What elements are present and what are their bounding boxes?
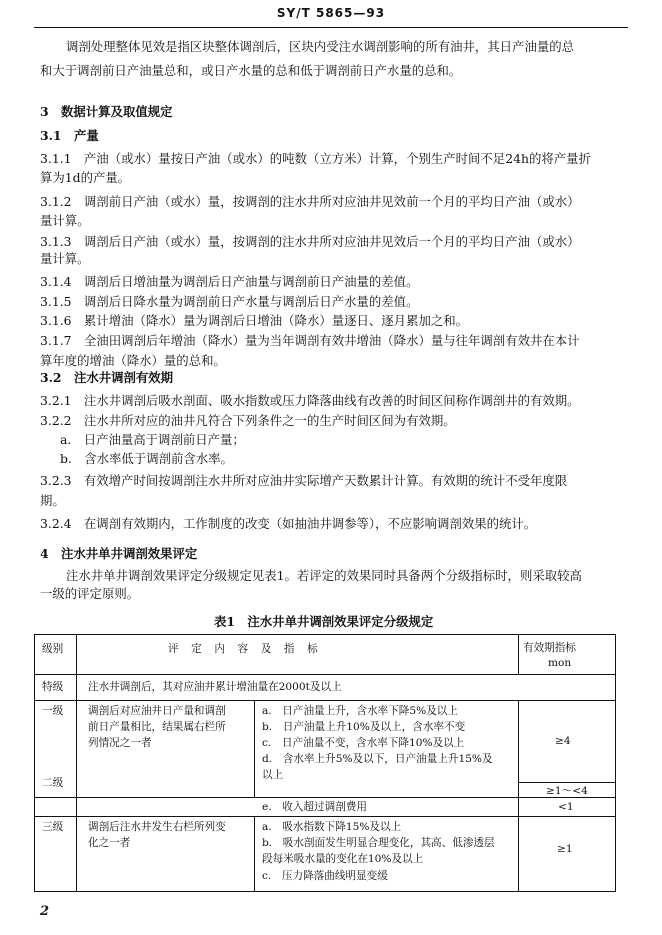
table-item-a: a. 日产油量上升，含水率下降5%及以上 (262, 705, 458, 717)
clause-3-1-6: 3.1.6 累计增油（降水）量为调剖后日增油（降水）量逐日、逐月累加之和。 (40, 313, 469, 328)
table-rule-left (34, 634, 35, 891)
clause-3-1-4: 3.1.4 调剖后日增油量为调剖后日产油量与调剖前日产油量的差值。 (40, 274, 419, 289)
table-caption: 表1 注水井单井调剖效果评定分级规定 (214, 614, 434, 629)
table-head-level: 级别 (42, 643, 64, 655)
table-period-item-e: <1 (558, 801, 574, 813)
table-cond-grade-1-2-line-3: 列情况之一者 (88, 737, 152, 749)
table-level-special: 特级 (42, 681, 64, 693)
clause-3-1-2-line-2: 量计算。 (40, 213, 90, 228)
clause-3-1-5: 3.1.5 调剖后日降水量为调剖前日产水量与调剖后日产水量的差值。 (40, 294, 419, 309)
table-cond-grade-1-2-line-2: 前日产量相比，结果属右栏所 (88, 721, 226, 733)
table-period-grade-3: ≥1 (557, 843, 573, 855)
table-level-3: 三级 (42, 821, 64, 833)
table-grade-3-item-b-line-1: b. 吸水剖面发生明显合理变化，其高、低渗透层 (262, 837, 495, 849)
table-cond-grade-3-line-1: 调剖后注水井发生右栏所列变 (88, 821, 226, 833)
table-rule-period-1 (518, 782, 616, 783)
table-level-1: 一级 (42, 705, 64, 717)
table-special-text: 注水井调剖后，其对应油井累计增油量在2000t及以上 (88, 681, 342, 693)
table-rule-right (615, 634, 616, 891)
table-grade-3-item-b-line-2: 段每米吸水量的变化在10%及以上 (262, 853, 424, 865)
table-item-d-line-1: d. 含水率上升5%及以下，日产油量上升15%及 (262, 753, 493, 765)
section-3-heading: 3 数据计算及取值规定 (40, 104, 173, 119)
intro-line-2: 和大于调剖前日产油量总和，或日产水量的总和低于调剖前日产水量的总和。 (40, 63, 462, 78)
clause-3-2-1: 3.2.1 注水井调剖后吸水剖面、吸水指数或压力降落曲线有改善的时间区间称作调剖井的有效期。 (40, 393, 580, 408)
table-rule-special (34, 700, 616, 701)
table-rule-period-head (518, 634, 519, 674)
table-period-grade-1: ≥4 (555, 735, 571, 747)
table-cond-grade-3-line-2: 化之一者 (88, 837, 131, 849)
table-level-2: 二级 (42, 777, 64, 789)
clause-3-1-3-line-2: 量计算。 (40, 251, 90, 266)
clause-3-1-3-line-1: 3.1.3 调剖后日产油（或水）量，按调剖的注水井所对应油井见效后一个月的平均日产油（或水） (40, 234, 580, 249)
table-item-b: b. 日产油量上升10%及以上，含水率不变 (262, 721, 466, 733)
table-head-content: 评 定 内 容 及 指 标 (168, 643, 319, 655)
table-rule-grade-2 (34, 797, 616, 798)
header-rule (34, 27, 628, 28)
clause-3-1-1-line-1: 3.1.1 产油（或水）量按日产油（或水）的吨数（立方米）计算，个别生产时间不足24h的将产量折 (40, 151, 591, 166)
table-grade-3-item-c: c. 压力降落曲线明显变缓 (262, 870, 388, 882)
section-4-heading: 4 注水井单井调剖效果评定 (40, 546, 198, 561)
grading-table (34, 634, 616, 892)
table-item-d-line-2: 以上 (262, 769, 284, 781)
table-rule-cond-1 (254, 700, 255, 797)
table-rule-grade-3 (34, 816, 616, 817)
table-rule-bottom (34, 891, 616, 892)
clause-3-2-3-line-1: 3.2.3 有效增产时间按调剖注水井所对应油井实际增产天数累计计算。有效期的统计不受年度限 (40, 473, 568, 488)
clause-3-1-7-line-1: 3.1.7 全油田调剖后年增油（降水）量为当年调剖有效井增油（降水）量与往年调剖有效井在本计 (40, 333, 580, 348)
clause-3-1-7-line-2: 算年度的增油（降水）量的总和。 (40, 353, 226, 368)
clause-3-2-2-item-b: b. 含水率低于调剖前含水率。 (60, 451, 233, 466)
clause-3-2-2-item-a: a. 日产油量高于调剖前日产量； (60, 432, 245, 447)
table-period-grade-2: ≥1～<4 (546, 785, 588, 797)
table-grade-3-item-a: a. 吸水指数下降15%及以上 (262, 821, 402, 833)
table-item-c: c. 日产油量不变，含水率下降10%及以上 (262, 737, 465, 749)
section-3-1-heading: 3.1 产量 (40, 128, 99, 143)
page-number: 2 (40, 904, 50, 919)
clause-3-2-2: 3.2.2 注水井所对应的油井凡符合下列条件之一的生产时间区间为有效期。 (40, 413, 456, 428)
table-rule-cond-2 (254, 816, 255, 891)
standard-number-header: SY/T 5865—93 (276, 6, 386, 20)
clause-3-2-4: 3.2.4 在调剖有效期内，工作制度的改变（如抽油井调参等），不应影响调剖效果的统计。 (40, 516, 537, 531)
table-rule-period (518, 700, 519, 891)
section-4-para-line-2: 一级的评定原则。 (40, 586, 140, 601)
intro-line-1: 调剖处理整体见效是指区块整体调剖后，区块内受注水调剖影响的所有油井，其日产油量的总 (66, 39, 575, 54)
table-rule-top (34, 634, 616, 635)
table-rule-head (34, 674, 616, 675)
table-cond-grade-1-2-line-1: 调剖后对应油井日产量和调剖 (88, 705, 226, 717)
table-item-e: e. 收入超过调剖费用 (262, 801, 367, 813)
section-3-2-heading: 3.2 注水井调剖有效期 (40, 370, 174, 385)
clause-3-1-2-line-1: 3.1.2 调剖前日产油（或水）量，按调剖的注水井所对应油井见效前一个月的平均日产油（或水） (40, 194, 580, 209)
clause-3-1-1-line-2: 算为1d的产量。 (40, 170, 131, 185)
section-4-para-line-1: 注水井单井调剖效果评定分级规定见表1。若评定的效果同时具备两个分级指标时，则采取较高 (66, 568, 582, 583)
clause-3-2-3-line-2: 期。 (40, 493, 65, 508)
table-rule-level (76, 634, 77, 891)
table-head-period: 有效期指标 (523, 642, 576, 654)
table-head-period-unit: mon (548, 657, 572, 669)
